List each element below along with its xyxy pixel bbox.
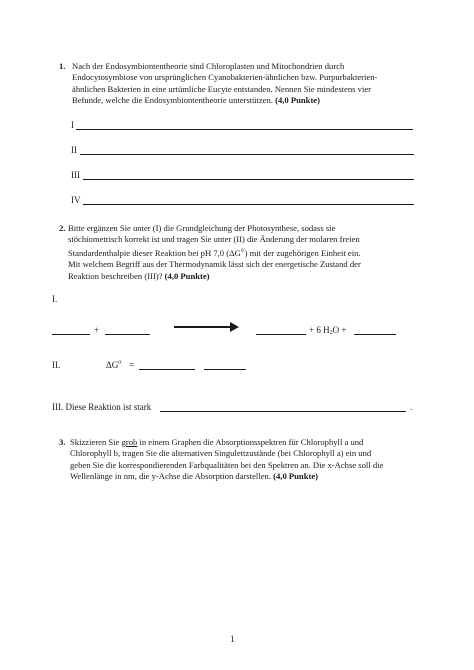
- question-3-points: (4,0 Punkte): [273, 471, 319, 482]
- answer-line-4[interactable]: [83, 204, 414, 205]
- question-1-line: Nach der Endosymbiontentheorie sind Chloroplasten und Mitochondrien durch: [72, 61, 345, 71]
- answer-line-3[interactable]: [83, 179, 414, 180]
- delta-g-symbol: $\Delta G^{0'}$: [106, 360, 123, 370]
- product-blank-2[interactable]: [354, 334, 396, 335]
- section-II-label: II.: [52, 360, 61, 370]
- question-1-line: Befunde, welche die Endosymbiontentheorie unterstützen. (4,0 Punkte): [72, 95, 320, 106]
- answer-line-1[interactable]: [76, 129, 413, 130]
- question-2-line: Bitte ergänzen Sie unter (I) die Grundgleichung der Photosynthese, sodass sie: [68, 223, 336, 233]
- answer-label-I: I: [71, 120, 74, 130]
- question-2-points: (4,0 Punkte): [164, 270, 210, 281]
- question-3-line: Chlorophyll b, tragen Sie die alternativen Singulettzustände (bei Chlorophyll a) ein und: [70, 448, 372, 459]
- question-2-line: Standardenthalpie dieser Reaktion bei pH 7,0 $(\Delta G^{0'})$ mit der zugehörigen Einheit ein.: [68, 247, 361, 258]
- question-3-text: [70, 437, 420, 483]
- question-2-number: 2.: [59, 223, 66, 233]
- question-1-line: Endocytosymbiose von ursprünglichen Cyanobakterien-ähnlichen bzw. Purpurbakterien-: [72, 72, 378, 83]
- question-2-text: [68, 223, 418, 282]
- question-1-points: (4,0 Punkte): [275, 95, 320, 106]
- question-1-number: 1.: [59, 61, 66, 71]
- question-2-line: Reaktion beschreiben (III)? (4,0 Punkte): [68, 270, 210, 281]
- answer-line-2[interactable]: [80, 154, 414, 155]
- question-2-line: Mit welchem Begriff aus der Thermodynamik lässt sich der energetische Zustand der: [68, 259, 361, 270]
- reactant-blank-2[interactable]: [105, 334, 150, 335]
- question-1-line: ähnlichen Bakterien in eine urtümliche Eucyte entstanden. Nennen Sie mindestens vier: [72, 83, 372, 94]
- page-number: 1: [230, 634, 235, 644]
- section-III-text: III. Diese Reaktion ist stark: [52, 402, 152, 412]
- section-III-blank[interactable]: [160, 411, 406, 412]
- plus-sign: +: [94, 325, 100, 335]
- question-2-line: stöchiometrisch korrekt ist und tragen Sie unter (II) die Änderung der molaren freien: [68, 234, 360, 245]
- question-3-line: Skizzieren Sie grob in einem Graphen die Absorptionsspektren für Chlorophyll a und: [70, 437, 364, 447]
- section-I-label: I.: [52, 294, 58, 304]
- product-blank-1[interactable]: [256, 334, 306, 335]
- answer-label-III: III: [71, 170, 80, 180]
- reaction-arrow-icon: [172, 321, 240, 333]
- section-III-end: .: [410, 402, 413, 412]
- question-3-line: geben Sie die korrespondierenden Farbqualitäten bei den Spektren an. Die x-Achse soll die: [70, 459, 384, 470]
- answer-label-II: II: [71, 145, 77, 155]
- delta-g-value-blank[interactable]: [139, 369, 195, 370]
- reactant-blank-1[interactable]: [52, 334, 90, 335]
- answer-label-IV: IV: [71, 195, 81, 205]
- question-3-number: 3.: [59, 437, 66, 447]
- equals-sign: =: [129, 360, 135, 370]
- water-product: + 6 H2O +: [309, 325, 347, 336]
- question-3-line: Wellenlänge in nm, die y-Achse die Absorption darstellen. (4,0 Punkte): [70, 471, 319, 482]
- question-1-text: [72, 61, 422, 107]
- delta-g-unit-blank[interactable]: [204, 369, 246, 370]
